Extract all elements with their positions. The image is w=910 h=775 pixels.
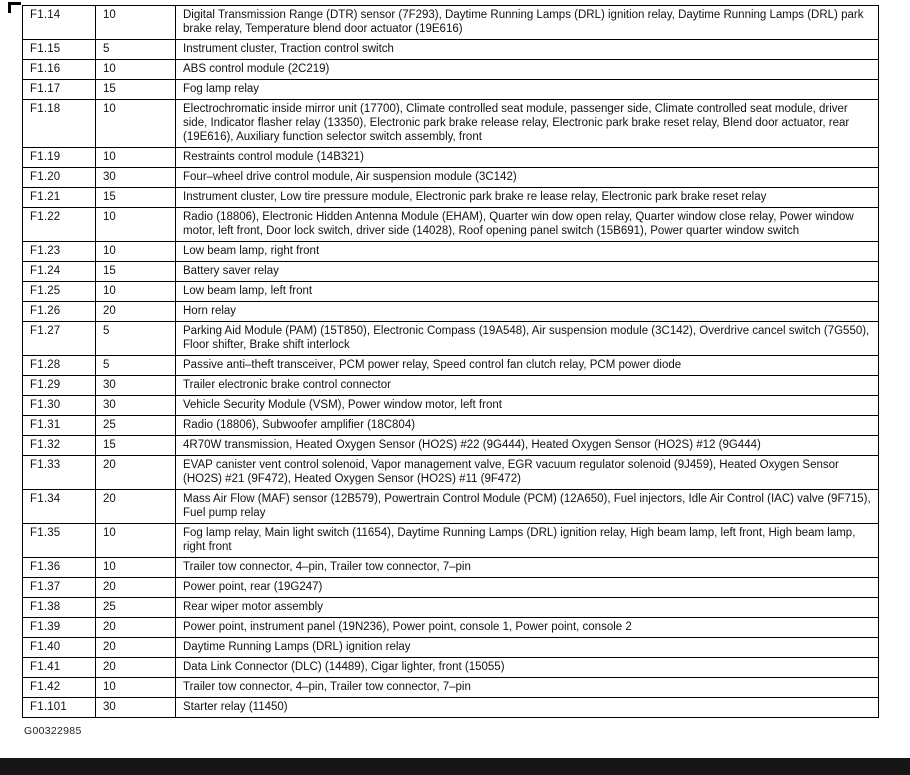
table-row xyxy=(23,598,879,618)
description-cell: Fog lamp relay, Main light switch (11654), Daytime Running Lamps (DRL) ignition relay, High beam lamp, left front, High beam lamp, right front xyxy=(176,524,879,558)
fuse-id-cell: F1.42 xyxy=(23,678,96,698)
fuse-id-cell: F1.19 xyxy=(23,148,96,168)
table-row xyxy=(23,302,879,322)
description-cell: Instrument cluster, Traction control switch xyxy=(176,40,879,60)
amperage-cell: 30 xyxy=(96,168,176,188)
description-cell: Power point, rear (19G247) xyxy=(176,578,879,598)
figure-code: G00322985 xyxy=(24,725,82,737)
table-row xyxy=(23,242,879,262)
amperage-cell: 20 xyxy=(96,618,176,638)
amperage-cell: 20 xyxy=(96,638,176,658)
amperage-cell: 10 xyxy=(96,524,176,558)
fuse-id-cell: F1.34 xyxy=(23,490,96,524)
description-cell: EVAP canister vent control solenoid, Vapor management valve, EGR vacuum regulator solenoid (9J459), Heated Oxygen Sensor (HO2S) #21 (9F472), Heated Oxygen Sensor (HO2S) #11 (9F472) xyxy=(176,456,879,490)
amperage-cell: 10 xyxy=(96,6,176,40)
table-row xyxy=(23,416,879,436)
description-cell: Power point, instrument panel (19N236), Power point, console 1, Power point, console 2 xyxy=(176,618,879,638)
table-row xyxy=(23,456,879,490)
fuse-id-cell: F1.28 xyxy=(23,356,96,376)
fuse-id-cell: F1.21 xyxy=(23,188,96,208)
description-cell: Digital Transmission Range (DTR) sensor (7F293), Daytime Running Lamps (DRL) ignition relay, Daytime Running Lamps (DRL) park brake relay, Temperature blend door actuator (19E616) xyxy=(176,6,879,40)
table-row xyxy=(23,396,879,416)
description-cell: Radio (18806), Subwoofer amplifier (18C804) xyxy=(176,416,879,436)
description-cell: Trailer tow connector, 4–pin, Trailer tow connector, 7–pin xyxy=(176,678,879,698)
page-corner-mark xyxy=(8,2,21,13)
amperage-cell: 5 xyxy=(96,322,176,356)
table-row xyxy=(23,40,879,60)
fuse-id-cell: F1.16 xyxy=(23,60,96,80)
table-row xyxy=(23,282,879,302)
description-cell: Horn relay xyxy=(176,302,879,322)
fuse-id-cell: F1.27 xyxy=(23,322,96,356)
amperage-cell: 5 xyxy=(96,40,176,60)
description-cell: Vehicle Security Module (VSM), Power window motor, left front xyxy=(176,396,879,416)
amperage-cell: 25 xyxy=(96,598,176,618)
fuse-id-cell: F1.39 xyxy=(23,618,96,638)
amperage-cell: 5 xyxy=(96,356,176,376)
description-cell: Low beam lamp, right front xyxy=(176,242,879,262)
table-row xyxy=(23,322,879,356)
fuse-id-cell: F1.41 xyxy=(23,658,96,678)
fuse-id-cell: F1.25 xyxy=(23,282,96,302)
fuse-id-cell: F1.22 xyxy=(23,208,96,242)
amperage-cell: 10 xyxy=(96,148,176,168)
amperage-cell: 15 xyxy=(96,262,176,282)
description-cell: Starter relay (11450) xyxy=(176,698,879,718)
description-cell: 4R70W transmission, Heated Oxygen Sensor (HO2S) #22 (9G444), Heated Oxygen Sensor (HO2S) #12 (9G444) xyxy=(176,436,879,456)
fuse-id-cell: F1.35 xyxy=(23,524,96,558)
amperage-cell: 30 xyxy=(96,396,176,416)
table-row xyxy=(23,678,879,698)
fuse-table-body xyxy=(23,6,879,718)
description-cell: Mass Air Flow (MAF) sensor (12B579), Powertrain Control Module (PCM) (12A650), Fuel injectors, Idle Air Control (IAC) valve (9F715), Fuel pump relay xyxy=(176,490,879,524)
table-row xyxy=(23,60,879,80)
description-cell: Daytime Running Lamps (DRL) ignition relay xyxy=(176,638,879,658)
fuse-id-cell: F1.24 xyxy=(23,262,96,282)
amperage-cell: 10 xyxy=(96,208,176,242)
description-cell: Parking Aid Module (PAM) (15T850), Electronic Compass (19A548), Air suspension module (3C142), Overdrive cancel switch (7G550), Floor shifter, Brake shift interlock xyxy=(176,322,879,356)
description-cell: Passive anti–theft transceiver, PCM power relay, Speed control fan clutch relay, PCM power diode xyxy=(176,356,879,376)
table-row xyxy=(23,262,879,282)
fuse-id-cell: F1.20 xyxy=(23,168,96,188)
fuse-id-cell: F1.31 xyxy=(23,416,96,436)
fuse-id-cell: F1.38 xyxy=(23,598,96,618)
fuse-id-cell: F1.30 xyxy=(23,396,96,416)
amperage-cell: 15 xyxy=(96,80,176,100)
description-cell: Electrochromatic inside mirror unit (17700), Climate controlled seat module, passenger side, Climate controlled seat module, driver side, Indicator flasher relay (13350), Electronic park brake release relay, Electronic park brake reset relay, Blend door actuator, rear (19E616), Auxiliary function selector switch assembly, front xyxy=(176,100,879,148)
description-cell: Trailer tow connector, 4–pin, Trailer tow connector, 7–pin xyxy=(176,558,879,578)
fuse-id-cell: F1.17 xyxy=(23,80,96,100)
description-cell: Rear wiper motor assembly xyxy=(176,598,879,618)
description-cell: Low beam lamp, left front xyxy=(176,282,879,302)
fuse-id-cell: F1.32 xyxy=(23,436,96,456)
fuse-table xyxy=(22,5,879,718)
table-row xyxy=(23,148,879,168)
description-cell: Instrument cluster, Low tire pressure module, Electronic park brake re lease relay, Electronic park brake reset relay xyxy=(176,188,879,208)
fuse-id-cell: F1.33 xyxy=(23,456,96,490)
fuse-id-cell: F1.40 xyxy=(23,638,96,658)
amperage-cell: 10 xyxy=(96,242,176,262)
fuse-id-cell: F1.101 xyxy=(23,698,96,718)
fuse-id-cell: F1.37 xyxy=(23,578,96,598)
table-row xyxy=(23,524,879,558)
description-cell: Four–wheel drive control module, Air suspension module (3C142) xyxy=(176,168,879,188)
bottom-bar xyxy=(0,758,910,775)
table-row xyxy=(23,188,879,208)
amperage-cell: 10 xyxy=(96,60,176,80)
table-row xyxy=(23,658,879,678)
amperage-cell: 25 xyxy=(96,416,176,436)
fuse-id-cell: F1.36 xyxy=(23,558,96,578)
amperage-cell: 20 xyxy=(96,456,176,490)
amperage-cell: 10 xyxy=(96,678,176,698)
table-row xyxy=(23,490,879,524)
amperage-cell: 30 xyxy=(96,698,176,718)
fuse-id-cell: F1.15 xyxy=(23,40,96,60)
description-cell: Radio (18806), Electronic Hidden Antenna Module (EHAM), Quarter win dow open relay, Quarter window close relay, Power window motor, left front, Door lock switch, driver side (14028), Roof opening panel switch (15B691), Power quarter window switch xyxy=(176,208,879,242)
table-row xyxy=(23,698,879,718)
amperage-cell: 20 xyxy=(96,578,176,598)
fuse-id-cell: F1.18 xyxy=(23,100,96,148)
amperage-cell: 10 xyxy=(96,282,176,302)
amperage-cell: 10 xyxy=(96,558,176,578)
description-cell: Data Link Connector (DLC) (14489), Cigar lighter, front (15055) xyxy=(176,658,879,678)
fuse-id-cell: F1.26 xyxy=(23,302,96,322)
amperage-cell: 15 xyxy=(96,188,176,208)
amperage-cell: 15 xyxy=(96,436,176,456)
table-row xyxy=(23,356,879,376)
table-row xyxy=(23,376,879,396)
amperage-cell: 20 xyxy=(96,302,176,322)
table-row xyxy=(23,168,879,188)
table-row xyxy=(23,100,879,148)
table-row xyxy=(23,436,879,456)
table-row xyxy=(23,638,879,658)
table-row xyxy=(23,558,879,578)
description-cell: Restraints control module (14B321) xyxy=(176,148,879,168)
description-cell: Battery saver relay xyxy=(176,262,879,282)
table-row xyxy=(23,80,879,100)
amperage-cell: 20 xyxy=(96,658,176,678)
table-row xyxy=(23,6,879,40)
table-row xyxy=(23,208,879,242)
description-cell: Trailer electronic brake control connector xyxy=(176,376,879,396)
fuse-id-cell: F1.29 xyxy=(23,376,96,396)
description-cell: ABS control module (2C219) xyxy=(176,60,879,80)
table-row xyxy=(23,578,879,598)
fuse-id-cell: F1.23 xyxy=(23,242,96,262)
amperage-cell: 10 xyxy=(96,100,176,148)
fuse-id-cell: F1.14 xyxy=(23,6,96,40)
amperage-cell: 30 xyxy=(96,376,176,396)
table-row xyxy=(23,618,879,638)
amperage-cell: 20 xyxy=(96,490,176,524)
description-cell: Fog lamp relay xyxy=(176,80,879,100)
